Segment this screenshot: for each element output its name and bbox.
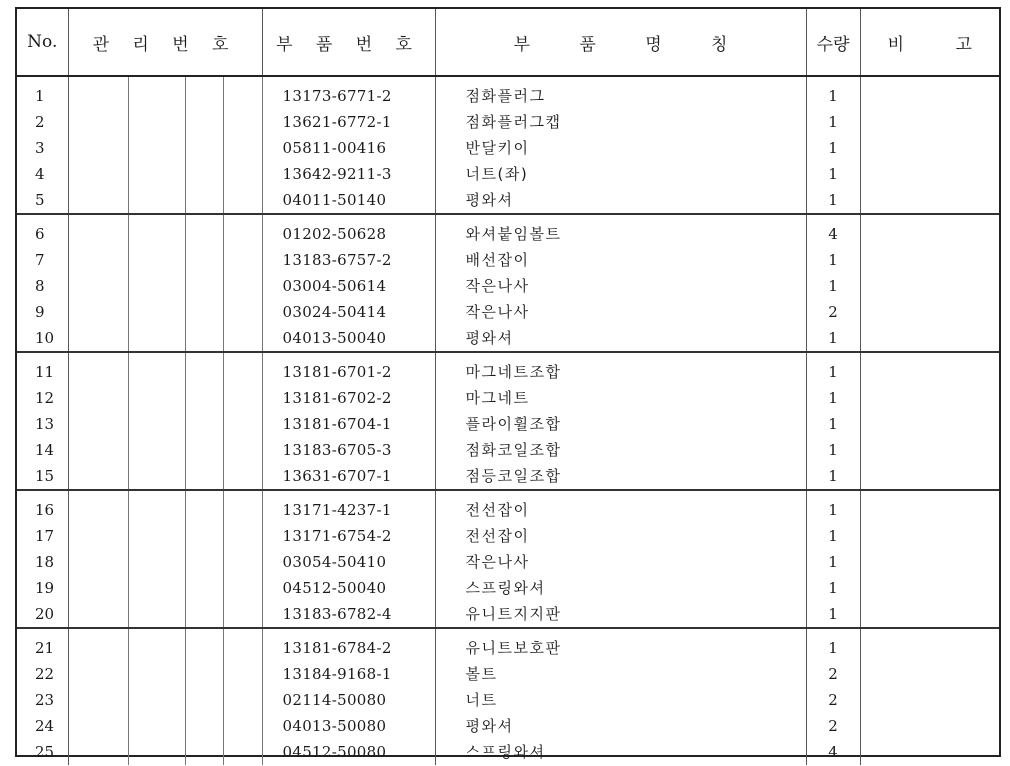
- cell-quantity: 1: [806, 187, 860, 214]
- cell-management-1: [68, 76, 128, 109]
- cell-management-3: [185, 385, 223, 411]
- cell-no: 18: [17, 549, 68, 575]
- cell-management-3: [185, 601, 223, 628]
- cell-management-1: [68, 463, 128, 490]
- cell-part-name: 평와셔: [435, 187, 806, 214]
- cell-management-2: [128, 523, 185, 549]
- cell-no: 13: [17, 411, 68, 437]
- cell-quantity: 1: [806, 628, 860, 661]
- cell-management-3: [185, 490, 223, 523]
- cell-management-4: [223, 661, 262, 687]
- cell-management-3: [185, 76, 223, 109]
- cell-remarks: [860, 490, 999, 523]
- cell-management-3: [185, 214, 223, 247]
- cell-management-3: [185, 135, 223, 161]
- table-row: [17, 109, 999, 135]
- cell-management-4: [223, 352, 262, 385]
- cell-remarks: [860, 273, 999, 299]
- cell-management-1: [68, 187, 128, 214]
- cell-management-2: [128, 161, 185, 187]
- cell-part-name: 반달키이: [435, 135, 806, 161]
- cell-management-2: [128, 187, 185, 214]
- cell-management-3: [185, 575, 223, 601]
- cell-management-4: [223, 109, 262, 135]
- header-no: No.: [17, 9, 68, 76]
- table-row: [17, 247, 999, 273]
- cell-management-1: [68, 687, 128, 713]
- cell-management-1: [68, 247, 128, 273]
- cell-remarks: [860, 109, 999, 135]
- cell-part-number: 01202-50628: [262, 214, 435, 247]
- cell-part-number: 13621-6772-1: [262, 109, 435, 135]
- table-row: [17, 661, 999, 687]
- cell-part-number: 13181-6702-2: [262, 385, 435, 411]
- cell-part-number: 13184-9168-1: [262, 661, 435, 687]
- cell-quantity: 1: [806, 352, 860, 385]
- cell-management-3: [185, 109, 223, 135]
- cell-management-1: [68, 214, 128, 247]
- cell-management-2: [128, 247, 185, 273]
- cell-quantity: 2: [806, 687, 860, 713]
- cell-no: 9: [17, 299, 68, 325]
- cell-part-number: 13642-9211-3: [262, 161, 435, 187]
- cell-management-2: [128, 549, 185, 575]
- cell-remarks: [860, 713, 999, 739]
- cell-remarks: [860, 601, 999, 628]
- cell-management-3: [185, 523, 223, 549]
- cell-management-2: [128, 687, 185, 713]
- table-row: [17, 135, 999, 161]
- cell-remarks: [860, 739, 999, 765]
- table-row: [17, 76, 999, 109]
- cell-no: 3: [17, 135, 68, 161]
- table-row: [17, 628, 999, 661]
- cell-no: 8: [17, 273, 68, 299]
- cell-management-2: [128, 575, 185, 601]
- cell-part-number: 13181-6784-2: [262, 628, 435, 661]
- cell-management-4: [223, 411, 262, 437]
- cell-management-4: [223, 601, 262, 628]
- cell-management-3: [185, 187, 223, 214]
- cell-management-4: [223, 575, 262, 601]
- cell-part-number: 13173-6771-2: [262, 76, 435, 109]
- cell-no: 4: [17, 161, 68, 187]
- cell-no: 21: [17, 628, 68, 661]
- cell-management-1: [68, 601, 128, 628]
- cell-management-4: [223, 739, 262, 765]
- cell-management-3: [185, 739, 223, 765]
- cell-management-4: [223, 437, 262, 463]
- cell-management-3: [185, 273, 223, 299]
- cell-remarks: [860, 628, 999, 661]
- cell-management-4: [223, 385, 262, 411]
- cell-quantity: 1: [806, 273, 860, 299]
- cell-management-3: [185, 352, 223, 385]
- cell-quantity: 1: [806, 523, 860, 549]
- table-row: [17, 385, 999, 411]
- cell-part-number: 05811-00416: [262, 135, 435, 161]
- cell-management-2: [128, 109, 185, 135]
- cell-management-4: [223, 76, 262, 109]
- table-row: [17, 713, 999, 739]
- cell-no: 23: [17, 687, 68, 713]
- cell-management-1: [68, 135, 128, 161]
- cell-part-name: 스프링와셔: [435, 575, 806, 601]
- cell-management-4: [223, 214, 262, 247]
- cell-management-1: [68, 575, 128, 601]
- cell-quantity: 1: [806, 549, 860, 575]
- cell-part-number: 03024-50414: [262, 299, 435, 325]
- cell-part-name: 전선잡이: [435, 523, 806, 549]
- cell-management-1: [68, 109, 128, 135]
- cell-management-4: [223, 273, 262, 299]
- cell-quantity: 2: [806, 661, 860, 687]
- cell-management-1: [68, 523, 128, 549]
- cell-management-2: [128, 299, 185, 325]
- cell-no: 10: [17, 325, 68, 352]
- cell-management-3: [185, 299, 223, 325]
- cell-remarks: [860, 549, 999, 575]
- cell-management-1: [68, 549, 128, 575]
- cell-management-3: [185, 247, 223, 273]
- cell-part-number: 03004-50614: [262, 273, 435, 299]
- cell-management-1: [68, 661, 128, 687]
- cell-part-name: 플라이휠조합: [435, 411, 806, 437]
- cell-management-4: [223, 187, 262, 214]
- cell-part-name: 마그네트: [435, 385, 806, 411]
- cell-quantity: 1: [806, 109, 860, 135]
- cell-remarks: [860, 352, 999, 385]
- cell-no: 20: [17, 601, 68, 628]
- cell-management-3: [185, 687, 223, 713]
- cell-part-number: 04512-50080: [262, 739, 435, 765]
- cell-management-1: [68, 490, 128, 523]
- cell-part-name: 볼트: [435, 661, 806, 687]
- cell-part-number: 04013-50080: [262, 713, 435, 739]
- cell-management-2: [128, 273, 185, 299]
- cell-management-2: [128, 601, 185, 628]
- cell-part-number: 04512-50040: [262, 575, 435, 601]
- cell-management-2: [128, 352, 185, 385]
- cell-management-2: [128, 325, 185, 352]
- cell-part-number: 04011-50140: [262, 187, 435, 214]
- cell-part-number: 03054-50410: [262, 549, 435, 575]
- table-row: [17, 739, 999, 765]
- cell-remarks: [860, 161, 999, 187]
- cell-management-3: [185, 411, 223, 437]
- cell-management-4: [223, 628, 262, 661]
- cell-no: 25: [17, 739, 68, 765]
- cell-part-name: 전선잡이: [435, 490, 806, 523]
- cell-management-3: [185, 161, 223, 187]
- cell-management-4: [223, 463, 262, 490]
- cell-no: 12: [17, 385, 68, 411]
- cell-remarks: [860, 687, 999, 713]
- cell-part-number: 13183-6757-2: [262, 247, 435, 273]
- cell-part-name: 평와셔: [435, 325, 806, 352]
- cell-management-2: [128, 490, 185, 523]
- cell-remarks: [860, 411, 999, 437]
- table-row: [17, 352, 999, 385]
- cell-no: 19: [17, 575, 68, 601]
- cell-part-name: 평와셔: [435, 713, 806, 739]
- cell-part-number: 13181-6704-1: [262, 411, 435, 437]
- cell-quantity: 1: [806, 325, 860, 352]
- cell-management-3: [185, 437, 223, 463]
- cell-part-number: 13183-6782-4: [262, 601, 435, 628]
- cell-no: 14: [17, 437, 68, 463]
- cell-quantity: 1: [806, 135, 860, 161]
- cell-management-4: [223, 247, 262, 273]
- cell-no: 24: [17, 713, 68, 739]
- cell-management-2: [128, 214, 185, 247]
- cell-management-1: [68, 437, 128, 463]
- cell-quantity: 4: [806, 214, 860, 247]
- cell-management-2: [128, 135, 185, 161]
- cell-part-name: 점화플러그: [435, 76, 806, 109]
- table-row: [17, 575, 999, 601]
- cell-part-name: 와셔붙임볼트: [435, 214, 806, 247]
- cell-quantity: 1: [806, 76, 860, 109]
- table-row: [17, 463, 999, 490]
- cell-management-4: [223, 490, 262, 523]
- table-row: [17, 411, 999, 437]
- cell-part-name: 배선잡이: [435, 247, 806, 273]
- table-row: [17, 523, 999, 549]
- cell-no: 17: [17, 523, 68, 549]
- cell-remarks: [860, 187, 999, 214]
- cell-management-4: [223, 549, 262, 575]
- cell-management-4: [223, 299, 262, 325]
- cell-part-name: 너트: [435, 687, 806, 713]
- cell-remarks: [860, 523, 999, 549]
- cell-quantity: 1: [806, 411, 860, 437]
- cell-management-4: [223, 523, 262, 549]
- cell-management-4: [223, 687, 262, 713]
- cell-management-1: [68, 628, 128, 661]
- cell-management-1: [68, 411, 128, 437]
- cell-management-4: [223, 713, 262, 739]
- cell-management-1: [68, 385, 128, 411]
- table-row: [17, 490, 999, 523]
- cell-management-2: [128, 437, 185, 463]
- cell-quantity: 1: [806, 161, 860, 187]
- table-row: [17, 187, 999, 214]
- header-part-number: 부 품 번 호: [262, 9, 435, 76]
- cell-part-name: 스프링와셔: [435, 739, 806, 765]
- cell-management-3: [185, 628, 223, 661]
- cell-management-2: [128, 385, 185, 411]
- cell-no: 22: [17, 661, 68, 687]
- cell-remarks: [860, 76, 999, 109]
- cell-part-name: 마그네트조합: [435, 352, 806, 385]
- table-row: [17, 687, 999, 713]
- cell-management-3: [185, 325, 223, 352]
- cell-no: 6: [17, 214, 68, 247]
- cell-part-number: 13183-6705-3: [262, 437, 435, 463]
- cell-part-number: 13181-6701-2: [262, 352, 435, 385]
- cell-part-name: 점화플러그캡: [435, 109, 806, 135]
- cell-management-4: [223, 161, 262, 187]
- cell-quantity: 4: [806, 739, 860, 765]
- cell-remarks: [860, 661, 999, 687]
- cell-management-1: [68, 161, 128, 187]
- cell-no: 2: [17, 109, 68, 135]
- cell-management-2: [128, 713, 185, 739]
- header-remarks: 비 고: [860, 9, 999, 76]
- header-quantity: 수량: [806, 9, 860, 76]
- cell-remarks: [860, 135, 999, 161]
- table-row: [17, 161, 999, 187]
- cell-no: 11: [17, 352, 68, 385]
- cell-no: 15: [17, 463, 68, 490]
- cell-no: 1: [17, 76, 68, 109]
- cell-part-number: 13171-4237-1: [262, 490, 435, 523]
- cell-management-2: [128, 463, 185, 490]
- cell-quantity: 1: [806, 490, 860, 523]
- cell-management-4: [223, 135, 262, 161]
- header-part-name: 부 품 명 칭: [435, 9, 806, 76]
- cell-management-1: [68, 273, 128, 299]
- cell-part-name: 유니트보호판: [435, 628, 806, 661]
- cell-management-3: [185, 463, 223, 490]
- cell-part-name: 유니트지지판: [435, 601, 806, 628]
- cell-quantity: 2: [806, 299, 860, 325]
- cell-quantity: 1: [806, 247, 860, 273]
- cell-remarks: [860, 325, 999, 352]
- cell-management-1: [68, 713, 128, 739]
- cell-management-1: [68, 299, 128, 325]
- cell-part-name: 작은나사: [435, 549, 806, 575]
- cell-management-2: [128, 76, 185, 109]
- table-row: [17, 214, 999, 247]
- cell-management-2: [128, 411, 185, 437]
- cell-quantity: 1: [806, 437, 860, 463]
- parts-table: [17, 9, 999, 765]
- table-header: [17, 9, 999, 76]
- cell-no: 16: [17, 490, 68, 523]
- cell-part-number: 13631-6707-1: [262, 463, 435, 490]
- cell-management-2: [128, 628, 185, 661]
- cell-quantity: 1: [806, 385, 860, 411]
- cell-no: 5: [17, 187, 68, 214]
- cell-part-name: 작은나사: [435, 273, 806, 299]
- cell-management-3: [185, 713, 223, 739]
- cell-remarks: [860, 214, 999, 247]
- cell-quantity: 1: [806, 575, 860, 601]
- table-row: [17, 437, 999, 463]
- cell-remarks: [860, 299, 999, 325]
- cell-part-number: 02114-50080: [262, 687, 435, 713]
- cell-remarks: [860, 385, 999, 411]
- cell-remarks: [860, 463, 999, 490]
- cell-part-number: 04013-50040: [262, 325, 435, 352]
- cell-management-1: [68, 739, 128, 765]
- cell-management-2: [128, 739, 185, 765]
- cell-remarks: [860, 575, 999, 601]
- cell-management-1: [68, 325, 128, 352]
- cell-management-2: [128, 661, 185, 687]
- table-row: [17, 549, 999, 575]
- header-management-number: 관 리 번 호: [68, 9, 262, 76]
- parts-list-sheet: [15, 7, 1001, 761]
- cell-part-name: 너트(좌): [435, 161, 806, 187]
- cell-quantity: 1: [806, 601, 860, 628]
- cell-management-4: [223, 325, 262, 352]
- table-row: [17, 299, 999, 325]
- cell-quantity: 1: [806, 463, 860, 490]
- cell-part-number: 13171-6754-2: [262, 523, 435, 549]
- cell-remarks: [860, 247, 999, 273]
- table-row: [17, 273, 999, 299]
- cell-management-1: [68, 352, 128, 385]
- cell-quantity: 2: [806, 713, 860, 739]
- cell-remarks: [860, 437, 999, 463]
- cell-no: 7: [17, 247, 68, 273]
- table-row: [17, 325, 999, 352]
- table-body: [17, 76, 999, 765]
- cell-management-3: [185, 549, 223, 575]
- cell-management-3: [185, 661, 223, 687]
- table-row: [17, 601, 999, 628]
- cell-part-name: 점화코일조합: [435, 437, 806, 463]
- cell-part-name: 점등코일조합: [435, 463, 806, 490]
- cell-part-name: 작은나사: [435, 299, 806, 325]
